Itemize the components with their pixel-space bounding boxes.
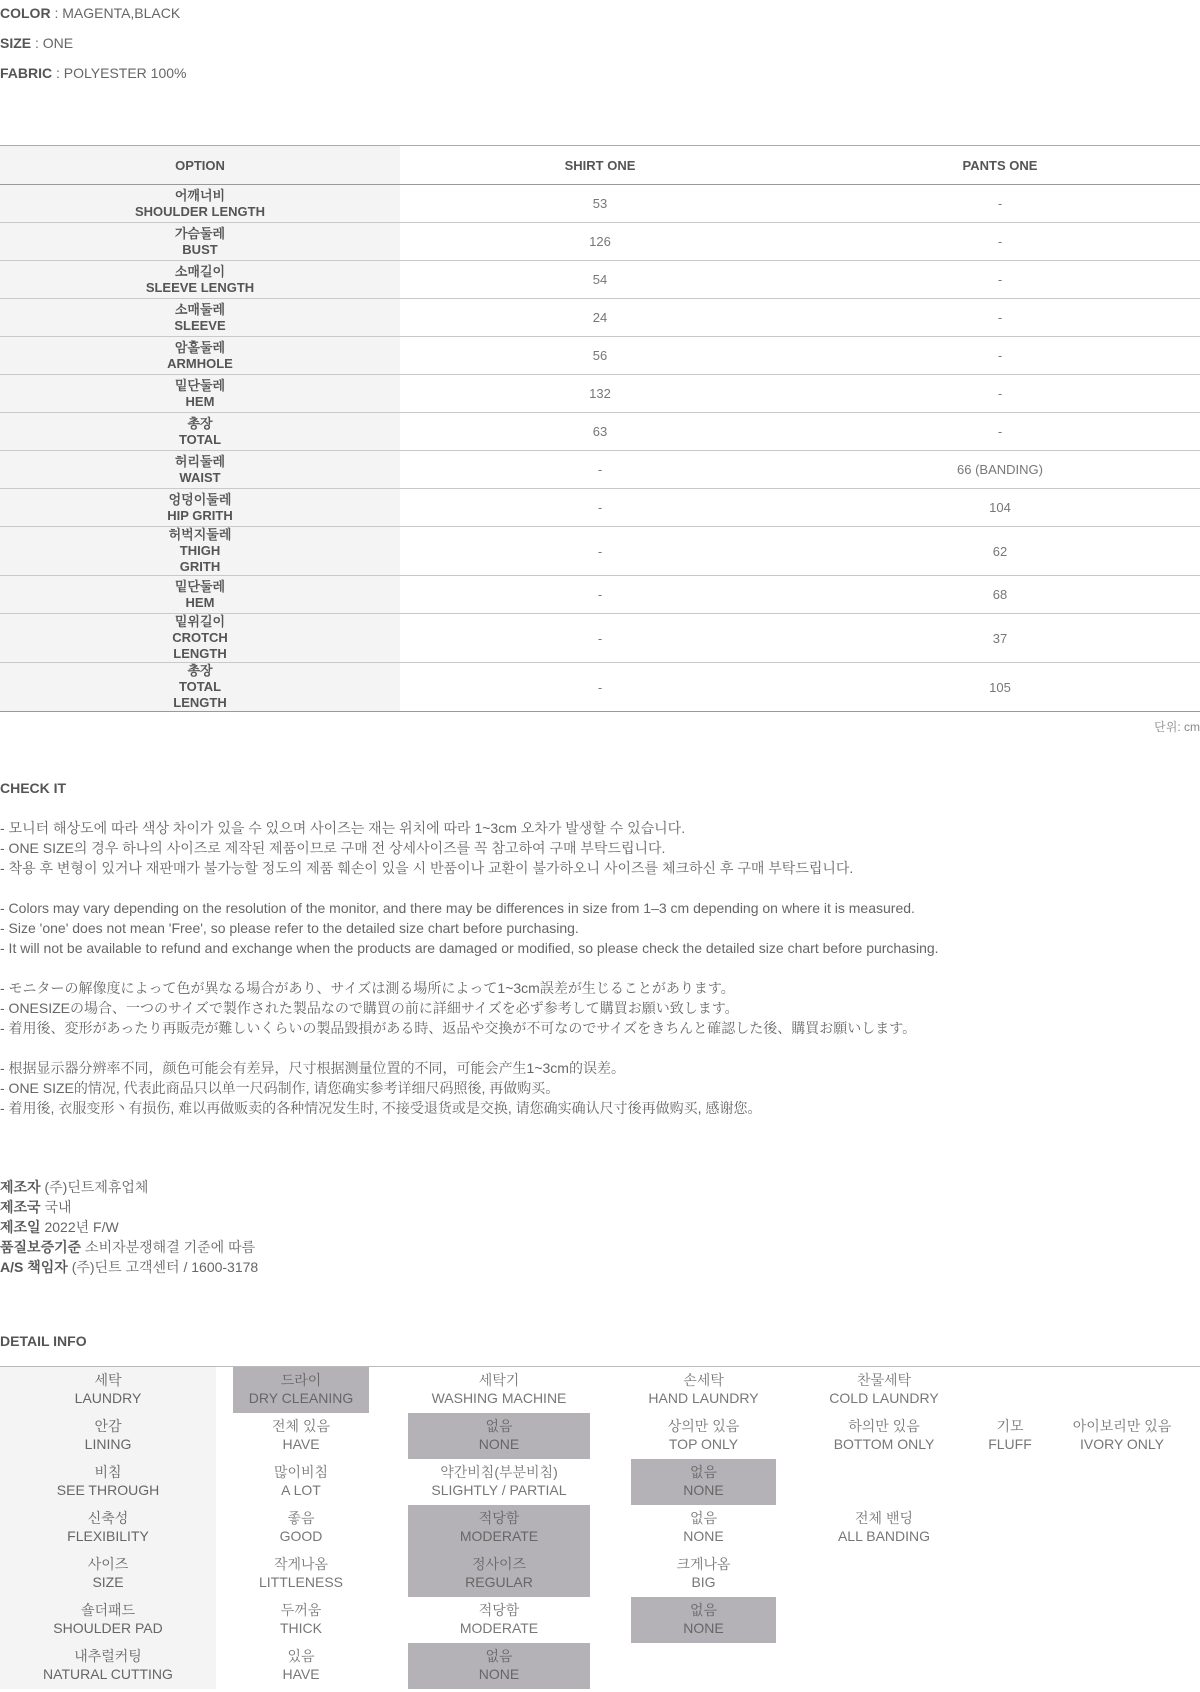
table-row (0, 527, 1200, 576)
detail-option-text: 있음 (287, 1648, 315, 1664)
note-spacer (0, 878, 939, 898)
check-it-notes (0, 818, 939, 1118)
detail-option (233, 1551, 369, 1597)
row-pants-value: 37 (800, 614, 1200, 663)
row-shirt-value: 126 (400, 223, 800, 261)
table-row (0, 489, 1200, 527)
detail-option-text: WASHING MACHINE (431, 1390, 567, 1406)
detail-option-selected (408, 1643, 590, 1689)
row-pants-value: - (800, 375, 1200, 413)
row-pants-value: 66 (BANDING) (800, 451, 1200, 489)
row-pants-value: - (800, 223, 1200, 261)
size-table (0, 145, 1200, 712)
detail-option-selected (631, 1459, 776, 1505)
row-option-ko: 암홀둘레 (174, 339, 226, 355)
spec-fabric-value: : POLYESTER 100% (52, 65, 187, 81)
detail-option (233, 1413, 369, 1459)
row-option-en: ARMHOLE (167, 355, 233, 371)
table-row (0, 223, 1200, 261)
detail-option-text: HAVE (282, 1436, 320, 1452)
detail-option (408, 1367, 590, 1413)
detail-option-text: 많이비침 (273, 1464, 329, 1480)
detail-option-text: LITTLENESS (258, 1574, 344, 1590)
table-row (0, 299, 1200, 337)
detail-row-label-text: LAUNDRY (74, 1390, 142, 1406)
row-shirt-value: - (400, 663, 800, 712)
row-option-ko: 허벅지둘레 (168, 527, 232, 542)
note-line: - ONE SIZE의 경우 하나의 사이즈로 제작된 제품이므로 구매 전 상세사이즈를 꼭 참고하여 구매 부탁드립니다. (0, 840, 666, 856)
detail-option-text: ALL BANDING (837, 1528, 931, 1544)
row-shirt-value: - (400, 614, 800, 663)
detail-option-text: TOP ONLY (668, 1436, 739, 1452)
note-spacer (0, 958, 939, 978)
detail-option-text: 두꺼움 (280, 1602, 322, 1618)
detail-option (233, 1643, 369, 1689)
row-option-ko: 총장 (187, 663, 213, 678)
row-pants-value: 68 (800, 576, 1200, 614)
detail-option-selected-text: 없음 (485, 1648, 513, 1664)
row-option-ko: 밑단둘레 (174, 377, 226, 393)
detail-option-text: 약간비침(부분비침) (440, 1464, 558, 1480)
detail-info-grid (0, 1366, 1200, 1692)
spec-size-value: : ONE (31, 35, 74, 51)
detail-option-text: 전체 있음 (272, 1418, 330, 1434)
row-option-ko: 소매둘레 (174, 301, 226, 317)
detail-row-label (0, 1505, 216, 1551)
detail-option-text: 아이보리만 있음 (1072, 1418, 1172, 1434)
row-option (0, 576, 400, 614)
row-pants-value: 105 (800, 663, 1200, 712)
note-spacer (0, 1038, 939, 1058)
row-pants-value: - (800, 185, 1200, 223)
note-line: - 着用後, 衣服变形丶有损伤, 难以再做贩卖的各种情况发生时, 不接受退货或是交换, 请您确实确认尺寸後再做购买, 感谢您。 (0, 1100, 762, 1116)
detail-option-text: 세탁기 (478, 1372, 520, 1388)
detail-option-selected-text: 없음 (689, 1602, 718, 1618)
note-line: - 根据显示器分辨率不同，颜色可能会有差异，尺寸根据测量位置的不同，可能会产生1~3cm的误差。 (0, 1060, 625, 1076)
check-it-title: CHECK IT (0, 780, 67, 796)
unit-label: 단위: cm (1154, 720, 1200, 734)
detail-option-selected-text: 없음 (689, 1464, 718, 1480)
detail-option-selected-text: NONE (683, 1620, 724, 1636)
row-option (0, 413, 400, 451)
row-shirt-value: 56 (400, 337, 800, 375)
row-shirt-value: - (400, 451, 800, 489)
detail-row-label-text: 숄더패드 (80, 1602, 136, 1618)
detail-option (816, 1413, 952, 1459)
detail-option-selected-text: NONE (478, 1436, 520, 1452)
detail-option-text: 좋음 (287, 1510, 315, 1526)
detail-option-text: BOTTOM ONLY (833, 1436, 935, 1452)
info-label: 제조자 (0, 1179, 41, 1195)
detail-option (631, 1367, 776, 1413)
row-option (0, 489, 400, 527)
row-shirt-value: - (400, 489, 800, 527)
detail-option-selected-text: 드라이 (280, 1372, 322, 1388)
detail-option (408, 1459, 590, 1505)
row-option-ko: 가슴둘레 (174, 225, 226, 241)
row-option (0, 223, 400, 261)
table-row (0, 413, 1200, 451)
detail-option-selected (233, 1367, 369, 1413)
row-option-en2: LENGTH (173, 646, 227, 661)
note-line: - Colors may vary depending on the resolution of the monitor, and there may be differences in size from 1–3 cm depending on where it is measured. (0, 900, 915, 916)
row-shirt-value: 54 (400, 261, 800, 299)
row-shirt-value: - (400, 527, 800, 576)
row-option-ko: 밑위길이 (174, 614, 226, 629)
detail-option (1062, 1413, 1182, 1459)
detail-option (233, 1505, 369, 1551)
detail-option-text: COLD LAUNDRY (829, 1390, 939, 1406)
note-line: - 착용 후 변형이 있거나 재판매가 불가능할 정도의 제품 훼손이 있을 시 반품이나 교환이 불가하오니 사이즈를 체크하신 후 구매 부탁드립니다. (0, 860, 854, 876)
detail-row-label (0, 1551, 216, 1597)
detail-option-selected-text: 적당함 (478, 1510, 520, 1526)
row-option-ko: 어깨너비 (174, 187, 226, 203)
detail-option-selected (631, 1597, 776, 1643)
detail-option-text: HAVE (282, 1666, 320, 1682)
row-option-en: SLEEVE LENGTH (145, 279, 255, 295)
row-option-en: THIGH (179, 543, 221, 558)
detail-row-label-text: SIZE (92, 1574, 124, 1590)
detail-option (233, 1459, 369, 1505)
row-option-en: CROTCH (172, 630, 228, 645)
detail-option-selected-text: DRY CLEANING (248, 1390, 354, 1406)
row-option-ko: 밑단둘레 (174, 578, 226, 594)
row-option (0, 527, 400, 576)
row-option-en: SHOULDER LENGTH (135, 203, 265, 219)
row-option-ko: 엉덩이둘레 (168, 491, 232, 507)
info-line (0, 1177, 258, 1197)
spec-fabric-label: FABRIC (0, 65, 53, 81)
info-value: 2022년 F/W (40, 1219, 119, 1235)
detail-option-text: HAND LAUNDRY (648, 1390, 759, 1406)
row-option-en: HIP GRITH (167, 507, 233, 523)
detail-option (816, 1367, 952, 1413)
header-shirt: SHIRT ONE (400, 146, 800, 185)
info-value: (주)딘트 고객센터 / 1600-3178 (67, 1259, 259, 1275)
row-pants-value: 62 (800, 527, 1200, 576)
row-option (0, 337, 400, 375)
detail-option-text: 전체 밴딩 (855, 1510, 913, 1526)
note-line: - 모니터 해상도에 따라 색상 차이가 있을 수 있으며 사이즈는 재는 위치에 따라 1~3cm 오차가 발생할 수 있습니다. (0, 820, 686, 836)
detail-option-text: IVORY ONLY (1079, 1436, 1165, 1452)
detail-option (233, 1597, 369, 1643)
detail-row-label-text: 세탁 (94, 1372, 122, 1388)
detail-option (816, 1505, 952, 1551)
row-option (0, 185, 400, 223)
detail-option-text: GOOD (279, 1528, 323, 1544)
table-row (0, 375, 1200, 413)
detail-option-selected-text: 없음 (485, 1418, 513, 1434)
spec-color (0, 5, 180, 21)
row-option-en: TOTAL (178, 679, 222, 694)
detail-option-selected-text: NONE (683, 1482, 724, 1498)
info-label: 품질보증기준 (0, 1239, 82, 1255)
note-line: - Size 'one' does not mean 'Free', so please refer to the detailed size chart before purchasing. (0, 920, 579, 936)
detail-option-text: 크게나옴 (676, 1556, 731, 1572)
detail-option-text: 적당함 (478, 1602, 520, 1618)
info-line (0, 1217, 258, 1237)
detail-option-text: 손세탁 (683, 1372, 724, 1388)
detail-option-text: NONE (683, 1528, 724, 1544)
detail-row-label-text: 내추럴커팅 (74, 1648, 142, 1664)
detail-option-text: A LOT (281, 1482, 321, 1498)
detail-option-selected-text: NONE (478, 1666, 520, 1682)
detail-row-label-text: 안감 (94, 1418, 122, 1434)
info-label: 제조일 (0, 1219, 41, 1235)
table-row (0, 261, 1200, 299)
detail-option-text: SLIGHTLY / PARTIAL (431, 1482, 567, 1498)
detail-row-label (0, 1597, 216, 1643)
detail-option-text: 하의만 있음 (848, 1418, 920, 1434)
row-option (0, 663, 400, 712)
row-option-en: BUST (182, 241, 218, 257)
detail-row-label-text: NATURAL CUTTING (43, 1666, 173, 1682)
detail-option-text: BIG (691, 1574, 716, 1590)
detail-option-selected (408, 1505, 590, 1551)
note-line: - ONESIZEの場合、一つのサイズで製作された製品なので購買の前に詳細サイズを必ず参考して購買お願い致します。 (0, 1000, 739, 1016)
info-line (0, 1257, 258, 1277)
note-line: - 着用後、変形があったり再販売が難しいくらいの製品毀損がある時、返品や交換が不可なのでサイズをきちんと確認した後、購買お願いします。 (0, 1020, 917, 1036)
detail-row-label-text: SEE THROUGH (56, 1482, 160, 1498)
info-label: A/S 책임자 (0, 1259, 68, 1275)
detail-option (631, 1413, 776, 1459)
detail-option-selected-text: MODERATE (459, 1528, 539, 1544)
info-value: (주)딘트제휴업체 (40, 1179, 149, 1195)
detail-option (631, 1505, 776, 1551)
row-shirt-value: 24 (400, 299, 800, 337)
detail-row-label-text: 사이즈 (87, 1556, 129, 1572)
row-option-en: WAIST (179, 469, 221, 485)
detail-row-label-text: FLEXIBILITY (67, 1528, 149, 1544)
detail-option-text: 작게나옴 (273, 1556, 329, 1572)
row-option (0, 451, 400, 489)
table-row (0, 337, 1200, 375)
row-option (0, 614, 400, 663)
detail-option-text: 기모 (996, 1418, 1024, 1434)
detail-row-label-text: SHOULDER PAD (53, 1620, 163, 1636)
detail-option-selected-text: REGULAR (465, 1574, 533, 1590)
row-option-en2: LENGTH (173, 695, 227, 710)
size-table-header (0, 146, 1200, 185)
detail-option-text: 없음 (689, 1510, 718, 1526)
info-label: 제조국 (0, 1199, 41, 1215)
info-line (0, 1197, 258, 1217)
detail-option-text: 찬물세탁 (856, 1372, 912, 1388)
row-option (0, 261, 400, 299)
detail-option (970, 1413, 1050, 1459)
manufacturer-info (0, 1177, 258, 1277)
detail-row-label-text: 비침 (94, 1464, 122, 1480)
spec-fabric (0, 65, 186, 81)
table-row (0, 663, 1200, 712)
detail-option (408, 1597, 590, 1643)
row-pants-value: - (800, 261, 1200, 299)
header-option: OPTION (0, 146, 400, 185)
detail-option-text: FLUFF (988, 1436, 1032, 1452)
row-shirt-value: - (400, 576, 800, 614)
detail-option-selected (408, 1551, 590, 1597)
row-option-en: HEM (185, 594, 215, 610)
header-pants: PANTS ONE (800, 146, 1200, 185)
spec-color-label: COLOR (0, 5, 51, 21)
row-option (0, 375, 400, 413)
table-row (0, 451, 1200, 489)
row-pants-value: - (800, 299, 1200, 337)
row-shirt-value: 53 (400, 185, 800, 223)
detail-option-selected (408, 1413, 590, 1459)
detail-row-label-text: LINING (84, 1436, 132, 1452)
row-option-ko: 허리둘레 (174, 453, 226, 469)
info-line (0, 1237, 258, 1257)
info-value: 국내 (40, 1199, 72, 1215)
note-line: - モニターの解像度によって色が異なる場合があり、サイズは測る場所によって1~3cm誤差が生じることがあります。 (0, 980, 735, 996)
detail-row-label-text: 신축성 (87, 1510, 129, 1526)
row-option-ko: 총장 (187, 415, 213, 431)
row-option (0, 299, 400, 337)
row-option-en: SLEEVE (174, 317, 226, 333)
row-option-ko: 소매길이 (174, 263, 226, 279)
row-option-en: TOTAL (178, 431, 222, 447)
row-option-en2: GRITH (179, 559, 221, 574)
detail-option-text: THICK (280, 1620, 322, 1636)
note-line: - ONE SIZE的情况, 代表此商品只以单一尺码制作, 请您确实参考详细尺码照後, 再做购买。 (0, 1080, 560, 1096)
detail-row-label (0, 1413, 216, 1459)
detail-row-label (0, 1459, 216, 1505)
spec-size-label: SIZE (0, 35, 32, 51)
detail-option-text: 상의만 있음 (667, 1418, 740, 1434)
table-row (0, 185, 1200, 223)
row-pants-value: 104 (800, 489, 1200, 527)
table-row (0, 614, 1200, 663)
note-line: - It will not be available to refund and exchange when the products are damaged or modified, so please check the detailed size chart before purchasing. (0, 940, 939, 956)
row-pants-value: - (800, 337, 1200, 375)
detail-info-title: DETAIL INFO (0, 1333, 87, 1349)
info-value: 소비자분쟁해결 기준에 따름 (81, 1239, 256, 1255)
row-pants-value: - (800, 413, 1200, 451)
detail-row-label (0, 1367, 216, 1413)
detail-option (631, 1551, 776, 1597)
spec-size (0, 35, 73, 51)
detail-option-text: MODERATE (459, 1620, 539, 1636)
row-option-en: HEM (185, 393, 215, 409)
row-shirt-value: 132 (400, 375, 800, 413)
detail-row-label (0, 1643, 216, 1689)
spec-color-value: : MAGENTA,BLACK (50, 5, 181, 21)
row-shirt-value: 63 (400, 413, 800, 451)
table-row (0, 576, 1200, 614)
detail-option-selected-text: 정사이즈 (471, 1556, 527, 1572)
